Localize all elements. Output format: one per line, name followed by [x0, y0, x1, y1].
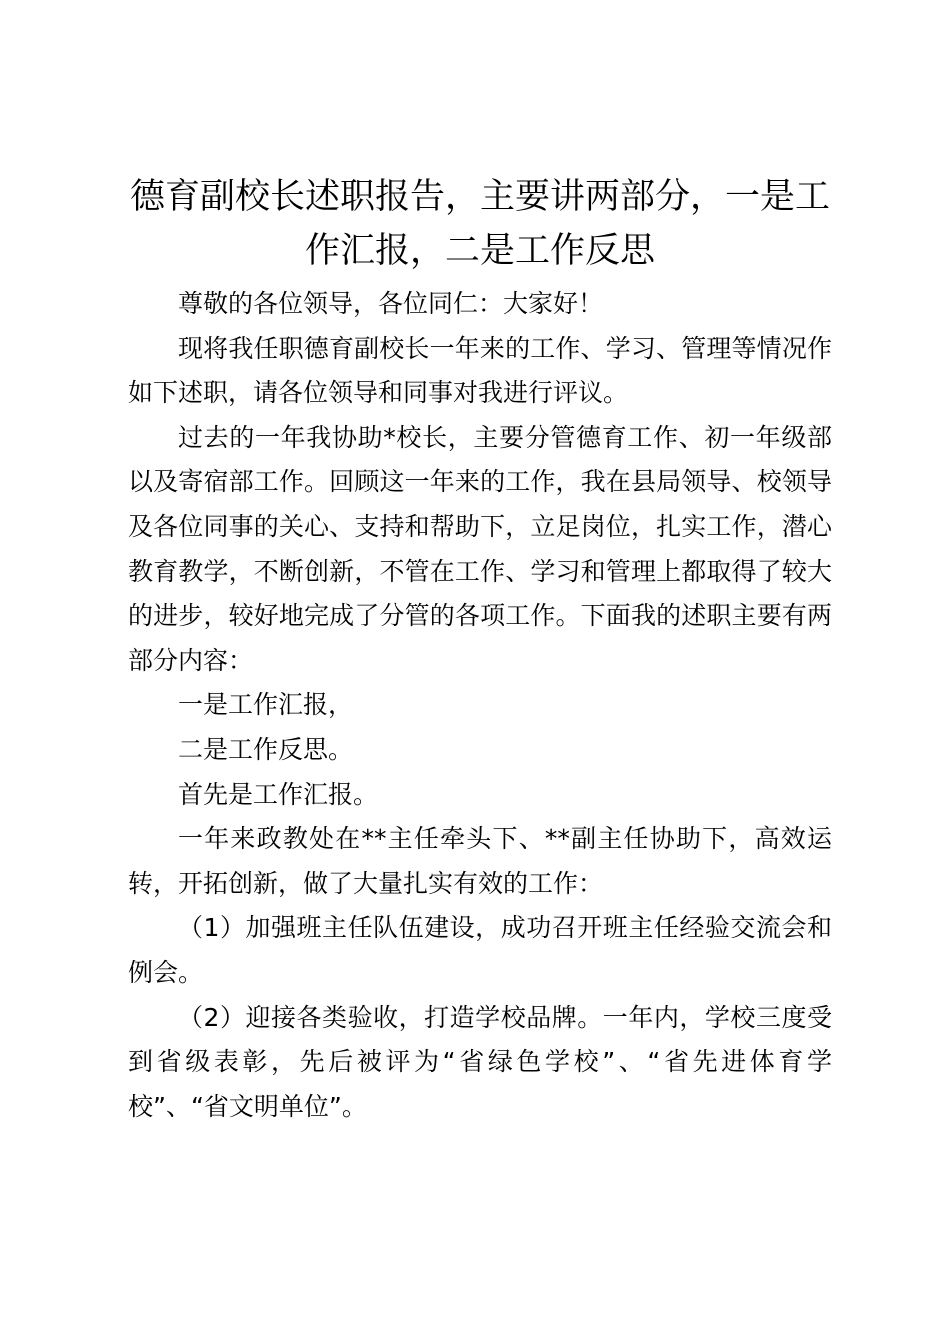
paragraph-intro: 现将我任职德育副校长一年来的工作、学习、管理等情况作如下述职，请各位领导和同事对我进行评议。 — [128, 333, 832, 408]
paragraph-item-2: （2）迎接各类验收，打造学校品牌。一年内，学校三度受到省级表彰，先后被评为“省绿色学校”、“省先进体育学校”、“省文明单位”。 — [128, 1002, 832, 1121]
document-body — [128, 282, 832, 1129]
paragraph-part-two: 二是工作反思。 — [178, 734, 354, 764]
paragraph-item-1: （1）加强班主任队伍建设，成功召开班主任经验交流会和例会。 — [128, 913, 832, 987]
paragraph-report-heading: 首先是工作汇报。 — [178, 779, 379, 809]
document-page — [128, 170, 832, 1129]
paragraph-review: 过去的一年我协助*校长，主要分管德育工作、初一年级部以及寄宿部工作。回顾这一年来的工作，我在县局领导、校领导及各位同事的关心、支持和帮助下，立足岗位，扎实工作，潜心教育教学，不断创新，不管在工作、学习和管理上都取得了较大的进步，较好地完成了分管的各项工作。下面我的述职主要有两部分内容： — [128, 422, 832, 675]
paragraph-greeting: 尊敬的各位领导，各位同仁：大家好！ — [178, 289, 604, 318]
paragraph-work-summary: 一年来政教处在**主任牵头下、**副主任协助下，高效运转，开拓创新，做了大量扎实有效的工作： — [128, 824, 832, 898]
document-title: 德育副校长述职报告，主要讲两部分，一是工作汇报，二是工作反思 — [129, 177, 830, 271]
paragraph-part-one: 一是工作汇报， — [178, 690, 354, 720]
